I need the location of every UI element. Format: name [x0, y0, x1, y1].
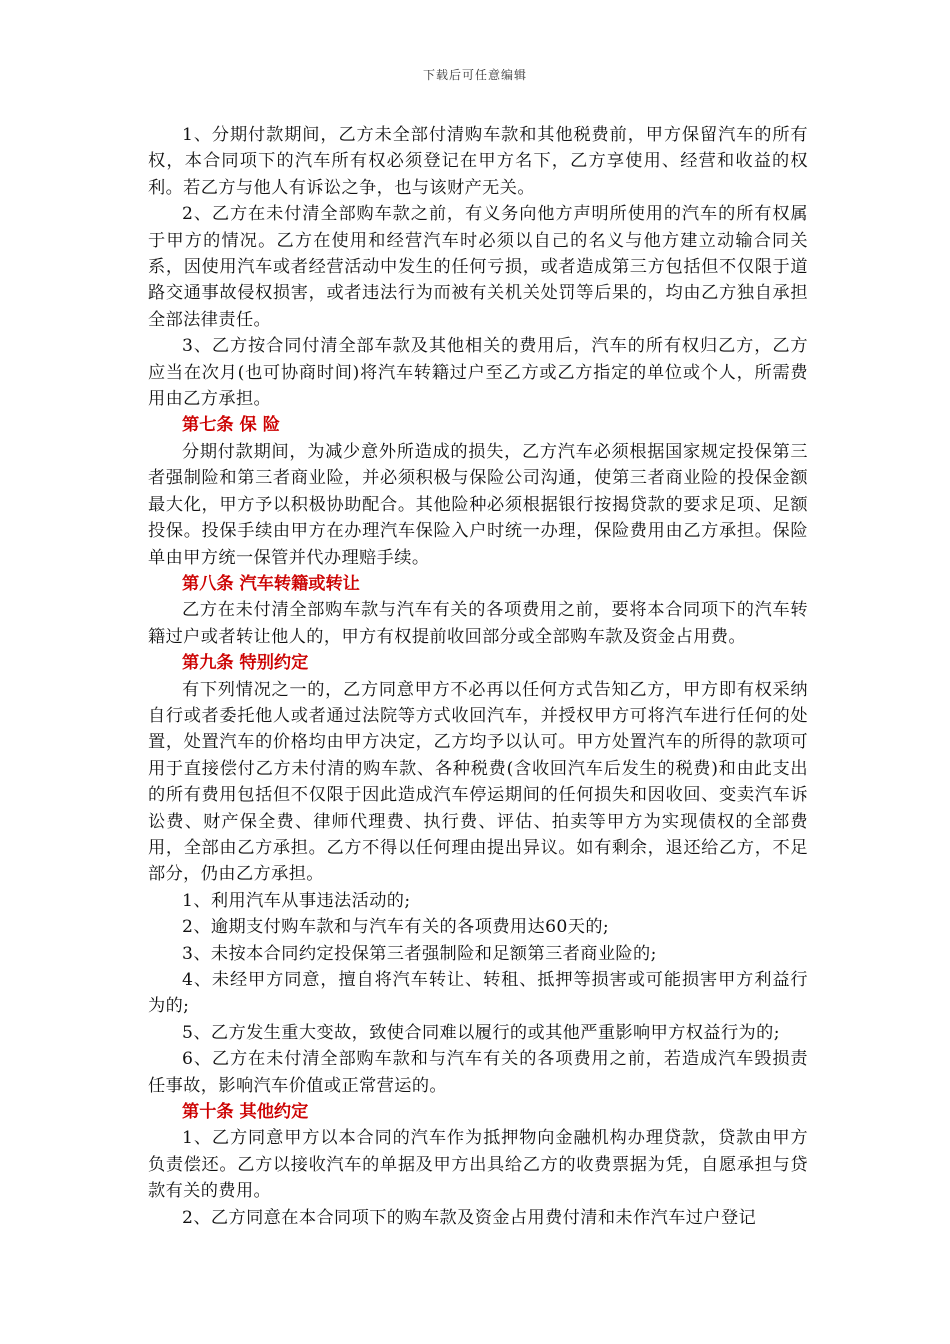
clause-paragraph: 2、乙方在未付清全部购车款之前，有义务向他方声明所使用的汽车的所有权属于甲方的情况。乙方在使用和经营汽车时必须以自己的名义与他方建立动输合同关系，因使用汽车或者经营活动中发生的任何亏损，或者造成第三方包括但不仅限于道路交通事故侵权损害，或者违法行为而被有关机关处罚等后果的，均由乙方独自承担全部法律责任。	[148, 204, 808, 330]
clause-paragraph: 3、乙方按合同付清全部车款及其他相关的费用后，汽车的所有权归乙方，乙方应当在次月(也可协商时间)将汽车转籍过户至乙方或乙方指定的单位或个人，所需费用由乙方承担。	[148, 336, 808, 410]
list-item: 4、未经甲方同意，擅自将汽车转让、转租、抵押等损害或可能损害甲方利益行为的;	[148, 970, 808, 1017]
list-item: 3、未按本合同约定投保第三者强制险和足额第三者商业险的;	[182, 943, 657, 964]
article-heading: 第九条 特别约定	[182, 653, 309, 674]
list-item: 6、乙方在未付清全部购车款和与汽车有关的各项费用之前，若造成汽车毁损责任事故，影响汽车价值或正常营运的。	[148, 1049, 808, 1096]
document-body	[148, 122, 808, 1231]
article-heading: 第七条 保 险	[182, 415, 280, 436]
page-header: 下载后可任意编辑	[422, 68, 527, 82]
article-heading: 第十条 其他约定	[182, 1102, 309, 1123]
clause-paragraph: 1、乙方同意甲方以本合同的汽车作为抵押物向金融机构办理贷款，贷款由甲方负责偿还。乙方以接收汽车的单据及甲方出具给乙方的收费票据为凭，自愿承担与贷款有关的费用。	[148, 1128, 808, 1202]
list-item: 1、利用汽车从事违法活动的;	[182, 890, 411, 911]
list-item: 2、逾期支付购车款和与汽车有关的各项费用达60天的;	[182, 917, 610, 938]
clause-paragraph: 有下列情况之一的，乙方同意甲方不必再以任何方式告知乙方，甲方即有权采纳自行或者委托他人或者通过法院等方式收回汽车，并授权甲方可将汽车进行任何的处置，处置汽车的价格均由甲方决定，乙方均予以认可。甲方处置汽车的所得的款项可用于直接偿付乙方未付清的购车款、各种税费(含收回汽车后发生的税费)和由此支出的所有费用包括但不仅限于因此造成汽车停运期间的任何损失和因收回、变卖汽车诉讼费、财产保全费、律师代理费、执行费、评估、拍卖等甲方为实现债权的全部费用，全部由乙方承担。乙方不得以任何理由提出异议。如有剩余，退还给乙方，不足部分，仍由乙方承担。	[148, 679, 808, 885]
clause-paragraph: 1、分期付款期间，乙方未全部付清购车款和其他税费前，甲方保留汽车的所有权，本合同项下的汽车所有权必须登记在甲方名下，乙方享使用、经营和收益的权利。若乙方与他人有诉讼之争，也与该财产无关。	[148, 125, 808, 198]
clause-paragraph: 2、乙方同意在本合同项下的购车款及资金占用费付清和未作汽车过户登记	[182, 1207, 757, 1228]
list-item: 5、乙方发生重大变故，致使合同难以履行的或其他严重影响甲方权益行为的;	[182, 1022, 780, 1043]
clause-paragraph: 乙方在未付清全部购车款与汽车有关的各项费用之前，要将本合同项下的汽车转籍过户或者转让他人的，甲方有权提前收回部分或全部购车款及资金占用费。	[148, 600, 808, 647]
clause-paragraph: 分期付款期间，为减少意外所造成的损失，乙方汽车必须根据国家规定投保第三者强制险和第三者商业险，并必须积极与保险公司沟通，使第三者商业险的投保金额最大化，甲方予以积极协助配合。其他险种必须根据银行按揭贷款的要求足项、足额投保。投保手续由甲方在办理汽车保险入户时统一办理，保险费用由乙方承担。保险单由甲方统一保管并代办理赔手续。	[148, 441, 808, 568]
article-heading: 第八条 汽车转籍或转让	[182, 573, 360, 594]
